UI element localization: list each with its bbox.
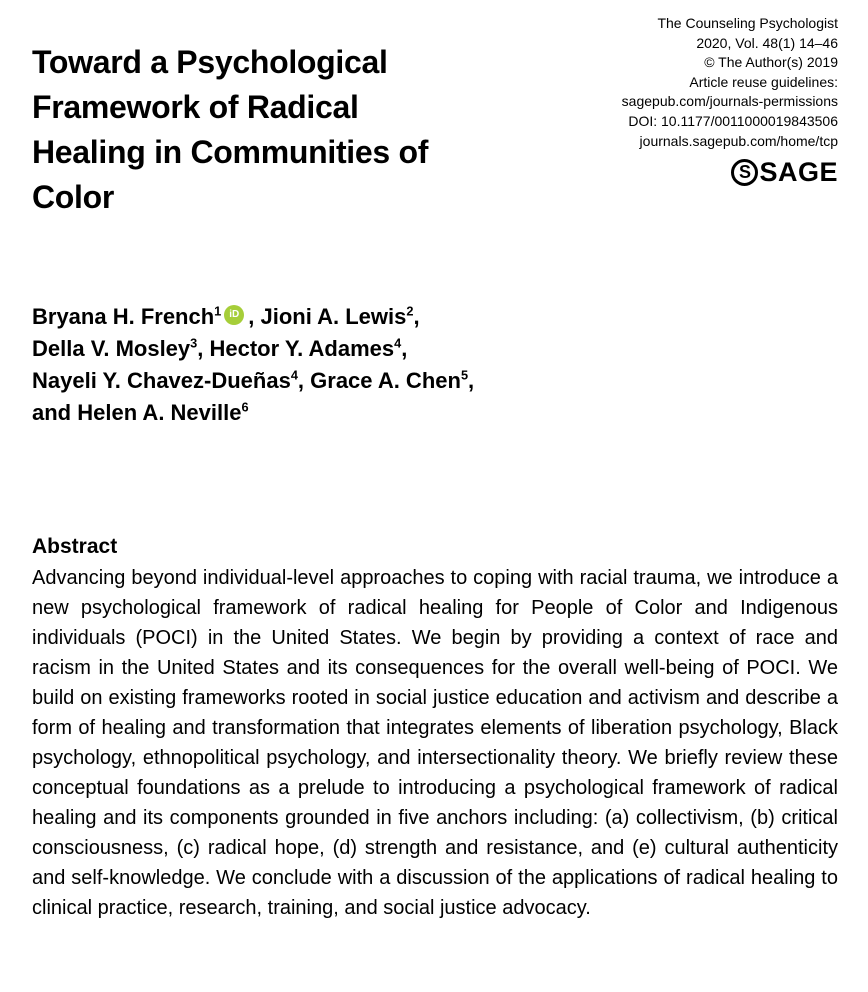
author-name: Nayeli Y. Chavez-Dueñas <box>32 368 291 393</box>
author-name: Bryana H. French <box>32 304 215 329</box>
author-line <box>32 333 838 365</box>
author-list <box>32 301 838 429</box>
affiliation-superscript: 6 <box>241 399 249 415</box>
author-line <box>32 397 838 429</box>
affiliation-superscript: 3 <box>190 335 198 351</box>
paper-header <box>32 14 838 220</box>
author-name: , Jioni A. Lewis <box>248 304 407 329</box>
sage-logo <box>731 157 838 188</box>
affiliation-superscript: 1 <box>214 303 222 319</box>
journal-info <box>622 14 838 151</box>
author-name: , <box>413 304 420 329</box>
affiliation-superscript: 4 <box>394 335 402 351</box>
journal-home-link[interactable]: journals.sagepub.com/home/tcp <box>639 132 838 149</box>
author-line <box>32 301 838 333</box>
affiliation-superscript: 5 <box>460 367 469 383</box>
sage-logo-text: SAGE <box>759 157 838 188</box>
abstract-heading: Abstract <box>32 535 118 558</box>
affiliation-superscript: 4 <box>290 367 298 383</box>
author-name: and Helen A. Neville <box>32 400 242 425</box>
sage-circle-icon: S <box>731 159 758 186</box>
paper-title: Toward a Psychological Framework of Radical Healing in Communities of Color <box>32 44 429 215</box>
journal-issue: 2020, Vol. 48(1) 14–46 <box>696 34 838 51</box>
author-name: , Grace A. Chen <box>297 368 461 393</box>
author-line <box>32 365 838 397</box>
author-name: , <box>401 336 408 361</box>
journal-block <box>622 14 838 188</box>
affiliation-superscript: 2 <box>406 303 414 319</box>
author-name: Della V. Mosley <box>32 336 191 361</box>
doi: DOI: 10.1177/0011000019843506 <box>628 112 838 129</box>
journal-copyright: © The Author(s) 2019 <box>704 54 838 71</box>
reuse-guidelines-label: Article reuse guidelines: <box>689 73 838 90</box>
author-name: , <box>468 368 475 393</box>
journal-name: The Counseling Psychologist <box>657 15 838 31</box>
abstract-text: Advancing beyond individual-level approaches to coping with racial trauma, we introduce a new psychological framework of radical healing for People of Color and Indigenous individuals (POCI) in the United States. We begin by providing a context of race and racism in the United States and its consequences for the overall well-being of POCI. We build on existing frameworks rooted in social justice education and activism and describe a form of healing and transformation that integrates elements of liberation psychology, Black psychology, ethnopolitical psychology, and intersectionality theory. We briefly review these conceptual foundations as a prelude to introducing a psychological framework of radical healing and its components grounded in five anchors including: (a) collectivism, (b) critical consciousness, (c) radical hope, (d) strength and resistance, and (e) cultural authenticity and self-knowledge. We conclude with a discussion of the applications of radical healing to clinical practice, research, training, and social justice advocacy. <box>32 567 838 919</box>
author-name: , Hector Y. Adames <box>197 336 395 361</box>
permissions-link[interactable]: sagepub.com/journals-permissions <box>621 93 838 110</box>
abstract-section <box>32 535 838 923</box>
orcid-icon[interactable]: iD <box>224 305 244 325</box>
